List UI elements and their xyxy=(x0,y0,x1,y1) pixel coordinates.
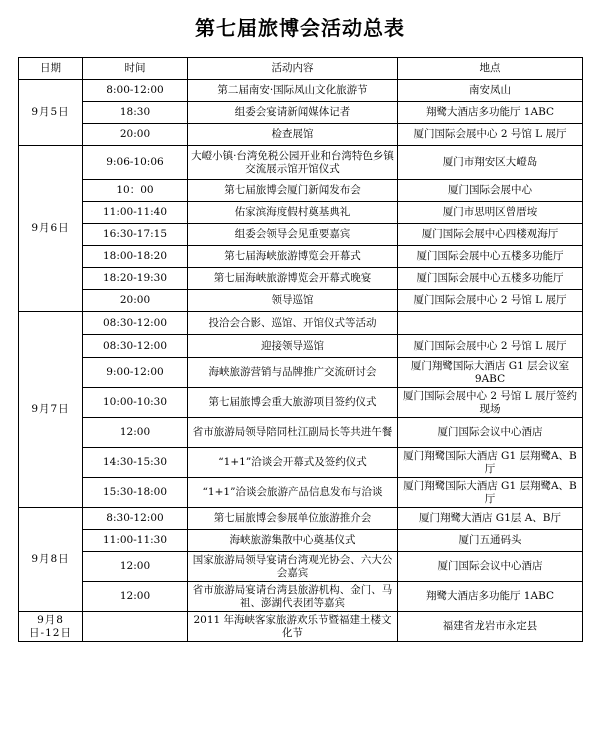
table-row xyxy=(19,582,583,612)
location-cell: 翔鹭大酒店多功能厅 1ABC xyxy=(398,582,583,612)
time-cell: 15:30-18:00 xyxy=(83,478,188,508)
time-cell: 18:00-18:20 xyxy=(83,246,188,268)
activity-cell: 大嶝小镇·台湾免税公园开业和台湾特色乡镇交流展示馆开馆仪式 xyxy=(188,146,398,180)
table-row xyxy=(19,508,583,530)
table-row xyxy=(19,448,583,478)
table-row xyxy=(19,202,583,224)
date-cell: 9月8日 xyxy=(19,508,83,612)
activity-cell: 组委会宴请新闻媒体记者 xyxy=(188,102,398,124)
activity-cell: 第二届南安·国际凤山文化旅游节 xyxy=(188,80,398,102)
location-cell: 厦门国际会议中心酒店 xyxy=(398,552,583,582)
time-cell: 8:00-12:00 xyxy=(83,80,188,102)
activity-cell: 海峡旅游集散中心奠基仪式 xyxy=(188,530,398,552)
page-title: 第七届旅博会活动总表 xyxy=(195,16,405,40)
activity-cell: 第七届旅博会参展单位旅游推介会 xyxy=(188,508,398,530)
table-row xyxy=(19,478,583,508)
activity-cell: 省市旅游局领导陪同杜江副局长等共进午餐 xyxy=(188,418,398,448)
activity-cell: 迎接领导巡馆 xyxy=(188,335,398,358)
location-cell: 厦门国际会展中心四楼观海厅 xyxy=(398,224,583,246)
activity-cell: 第七届海峡旅游博览会开幕式晚宴 xyxy=(188,268,398,290)
location-cell: 厦门翔鹭国际大酒店 G1 层翔鹭A、B厅 xyxy=(398,448,583,478)
date-cell: 9月8日-12日 xyxy=(19,612,83,642)
table-row xyxy=(19,612,583,642)
location-cell xyxy=(398,312,583,335)
activity-cell: “1+1”洽谈会开幕式及签约仪式 xyxy=(188,448,398,478)
header-location: 地点 xyxy=(398,58,583,80)
time-cell: 10:00-10:30 xyxy=(83,388,188,418)
time-cell: 10：00 xyxy=(83,180,188,202)
location-cell: 厦门国际会展中心五楼多功能厅 xyxy=(398,246,583,268)
activity-cell: 检查展馆 xyxy=(188,124,398,146)
header-time: 时间 xyxy=(83,58,188,80)
activity-cell: 领导巡馆 xyxy=(188,290,398,312)
time-cell: 16:30-17:15 xyxy=(83,224,188,246)
location-cell: 厦门国际会展中心 2 号馆 L 展厅签约现场 xyxy=(398,388,583,418)
activity-cell: 组委会领导会见重要嘉宾 xyxy=(188,224,398,246)
table-row xyxy=(19,312,583,335)
table-row xyxy=(19,268,583,290)
time-cell: 14:30-15:30 xyxy=(83,448,188,478)
time-cell xyxy=(83,612,188,642)
time-cell: 12:00 xyxy=(83,582,188,612)
time-cell: 11:00-11:40 xyxy=(83,202,188,224)
header-row xyxy=(19,58,583,80)
time-cell: 9:06-10:06 xyxy=(83,146,188,180)
location-cell: 厦门市思明区曾厝垵 xyxy=(398,202,583,224)
time-cell: 20:00 xyxy=(83,124,188,146)
location-cell: 厦门国际会展中心 2 号馆 L 展厅 xyxy=(398,290,583,312)
activity-cell: 佑家滨海度假村奠基典礼 xyxy=(188,202,398,224)
table-row xyxy=(19,552,583,582)
date-cell: 9月6日 xyxy=(19,146,83,312)
location-cell: 厦门国际会展中心五楼多功能厅 xyxy=(398,268,583,290)
header-activity: 活动内容 xyxy=(188,58,398,80)
table-row xyxy=(19,335,583,358)
table-row xyxy=(19,102,583,124)
schedule-table xyxy=(18,57,583,642)
table-row xyxy=(19,146,583,180)
activity-cell: 国家旅游局领导宴请台湾观光协会、六大公会嘉宾 xyxy=(188,552,398,582)
time-cell: 8:30-12:00 xyxy=(83,508,188,530)
activity-cell: 第七届海峡旅游博览会开幕式 xyxy=(188,246,398,268)
table-row xyxy=(19,418,583,448)
location-cell: 厦门国际会展中心 xyxy=(398,180,583,202)
time-cell: 12:00 xyxy=(83,552,188,582)
time-cell: 12:00 xyxy=(83,418,188,448)
table-row xyxy=(19,358,583,388)
time-cell: 08:30-12:00 xyxy=(83,335,188,358)
location-cell: 厦门国际会展中心 2 号馆 L 展厅 xyxy=(398,124,583,146)
table-row xyxy=(19,530,583,552)
location-cell: 厦门翔鹭国际大酒店 G1 层翔鹭A、B厅 xyxy=(398,478,583,508)
time-cell: 11:00-11:30 xyxy=(83,530,188,552)
activity-cell: 海峡旅游营销与品牌推广交流研讨会 xyxy=(188,358,398,388)
table-row xyxy=(19,388,583,418)
table-row xyxy=(19,124,583,146)
location-cell: 厦门市翔安区大嶝岛 xyxy=(398,146,583,180)
location-cell: 福建省龙岩市永定县 xyxy=(398,612,583,642)
activity-cell: 第七届旅博会重大旅游项目签约仪式 xyxy=(188,388,398,418)
activity-cell: 第七届旅博会厦门新闻发布会 xyxy=(188,180,398,202)
location-cell: 厦门国际会展中心 2 号馆 L 展厅 xyxy=(398,335,583,358)
location-cell: 厦门翔鹭大酒店 G1层 A、B厅 xyxy=(398,508,583,530)
time-cell: 18:20-19:30 xyxy=(83,268,188,290)
activity-cell: 投洽会合影、巡馆、开馆仪式等活动 xyxy=(188,312,398,335)
location-cell: 厦门五通码头 xyxy=(398,530,583,552)
time-cell: 18:30 xyxy=(83,102,188,124)
schedule-body xyxy=(19,80,583,642)
location-cell: 厦门翔鹭国际大酒店 G1 层会议室 9ABC xyxy=(398,358,583,388)
date-cell: 9月7日 xyxy=(19,312,83,508)
table-row xyxy=(19,246,583,268)
table-row xyxy=(19,224,583,246)
activity-cell: “1+1”洽谈会旅游产品信息发布与洽谈 xyxy=(188,478,398,508)
date-cell: 9月5日 xyxy=(19,80,83,146)
table-row xyxy=(19,180,583,202)
table-row xyxy=(19,290,583,312)
location-cell: 厦门国际会议中心酒店 xyxy=(398,418,583,448)
time-cell: 9:00-12:00 xyxy=(83,358,188,388)
time-cell: 20:00 xyxy=(83,290,188,312)
header-date: 日期 xyxy=(19,58,83,80)
time-cell: 08:30-12:00 xyxy=(83,312,188,335)
activity-cell: 2011 年海峡客家旅游欢乐节暨福建土楼文化节 xyxy=(188,612,398,642)
location-cell: 南安凤山 xyxy=(398,80,583,102)
location-cell: 翔鹭大酒店多功能厅 1ABC xyxy=(398,102,583,124)
table-row xyxy=(19,80,583,102)
activity-cell: 省市旅游局宴请台湾县旅游机构、金门、马祖、澎湖代表团等嘉宾 xyxy=(188,582,398,612)
